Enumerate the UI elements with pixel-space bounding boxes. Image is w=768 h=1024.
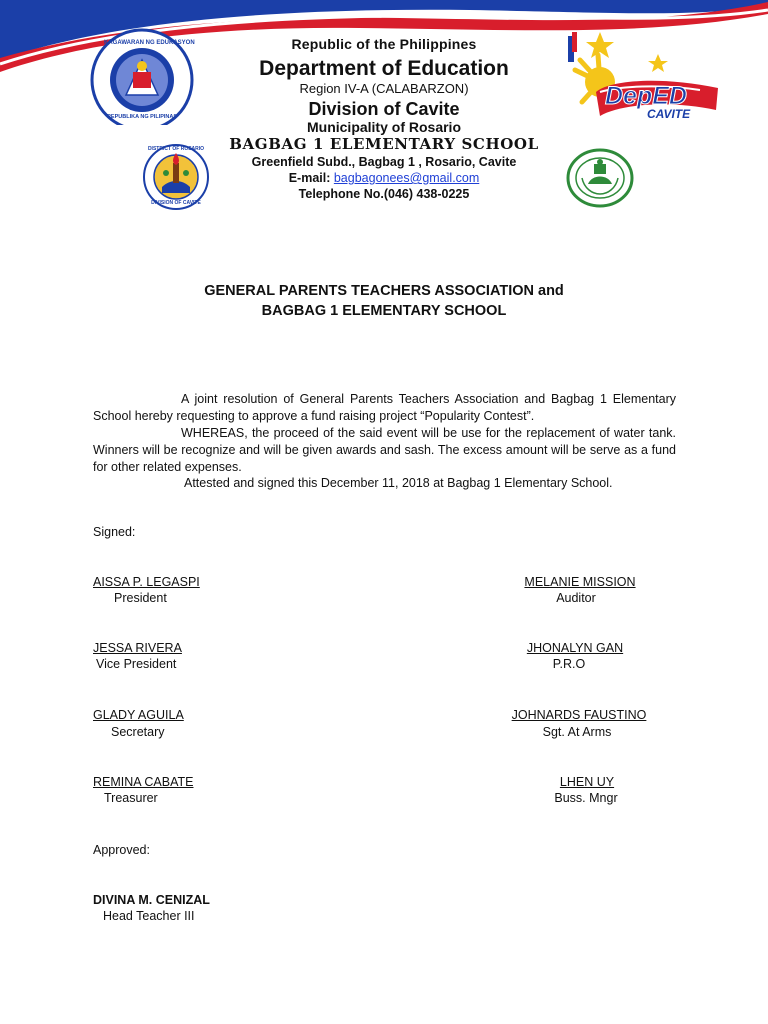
signatory-president-name: AISSA P. LEGASPI (93, 575, 200, 589)
resolution-paragraph-2 (93, 425, 676, 475)
deped-logo-text: DepED (605, 82, 687, 110)
email-link[interactable]: bagbagonees@gmail.com (333, 171, 480, 185)
signatory-auditor-role: Auditor (556, 591, 596, 605)
signatory-sgt-at-arms-name: JOHNARDS FAUSTINO (511, 708, 647, 722)
signatory-pro-role: P.R.O (552, 657, 586, 671)
signatory-treasurer-name: REMINA CABATE (93, 775, 194, 789)
resolution-paragraph-1 (93, 391, 676, 425)
department-heading: Department of Education (259, 57, 509, 80)
signatory-auditor-name: MELANIE MISSION (524, 575, 636, 589)
approver-name: DIVINA M. CENIZAL (93, 893, 210, 907)
resolution-paragraph-3 (93, 475, 693, 492)
signatory-secretary-name: GLADY AGUILA (93, 708, 184, 722)
approved-label: Approved: (93, 843, 150, 857)
region-heading: Region IV-A (CALABARZON) (299, 81, 469, 96)
deped-seal-bottom-text: REPUBLIKA NG PILIPINAS (106, 114, 178, 120)
paragraph-3-text: Attested and signed this December 11, 2018 at Bagbag 1 Elementary School. (184, 476, 613, 490)
school-seal-icon (566, 148, 634, 208)
school-email-line (0, 171, 768, 185)
division-heading: Division of Cavite (308, 99, 460, 119)
signatory-vice-president-name: JESSA RIVERA (93, 641, 182, 655)
signatory-secretary-role: Secretary (111, 725, 165, 739)
deped-logo-subtext: CAVITE (647, 107, 691, 121)
signatory-business-manager-name: LHEN UY (559, 775, 615, 789)
paragraph-2-text: WHEREAS, the proceed of the said event will be use for the replacement of water tank. Winners will be recognize and will be given awards and sash. The excess amount will be serve as a fund for other related expenses. (93, 426, 676, 474)
approver-role: Head Teacher III (103, 909, 195, 923)
document-title-line2: BAGBAG 1 ELEMENTARY SCHOOL (261, 303, 507, 319)
signed-label: Signed: (93, 525, 136, 539)
email-label: E-mail: (288, 171, 334, 185)
republic-heading: Republic of the Philippines (291, 36, 477, 52)
paragraph-1-text: A joint resolution of General Parents Teachers Association and Bagbag 1 Elementary School hereby requesting to approve a fund raising project “Popularity Contest”. (93, 392, 676, 423)
school-name-heading: BAGBAG 1 ELEMENTARY SCHOOL (229, 135, 539, 153)
signatory-pro-name: JHONALYN GAN (526, 641, 624, 655)
signatory-business-manager-role: Buss. Mngr (554, 791, 618, 805)
municipality-heading: Municipality of Rosario (306, 119, 461, 135)
school-telephone: Telephone No.(046) 438-0225 (298, 187, 470, 201)
signatory-treasurer-role: Treasurer (104, 791, 158, 805)
signatory-vice-president-role: Vice President (96, 657, 177, 671)
district-seal-top-text: DISTRICT OF ROSARIO (147, 146, 205, 152)
signatory-sgt-at-arms-role: Sgt. At Arms (542, 725, 612, 739)
district-seal-bottom-text: DIVISION OF CAVITE (151, 200, 201, 206)
deped-seal-top-text: KAGAWARAN NG EDUKASYON (104, 40, 195, 46)
signatory-president-role: President (114, 591, 167, 605)
document-title-line1: GENERAL PARENTS TEACHERS ASSOCIATION and (204, 283, 564, 299)
school-address: Greenfield Subd., Bagbag 1 , Rosario, Cavite (251, 155, 517, 169)
